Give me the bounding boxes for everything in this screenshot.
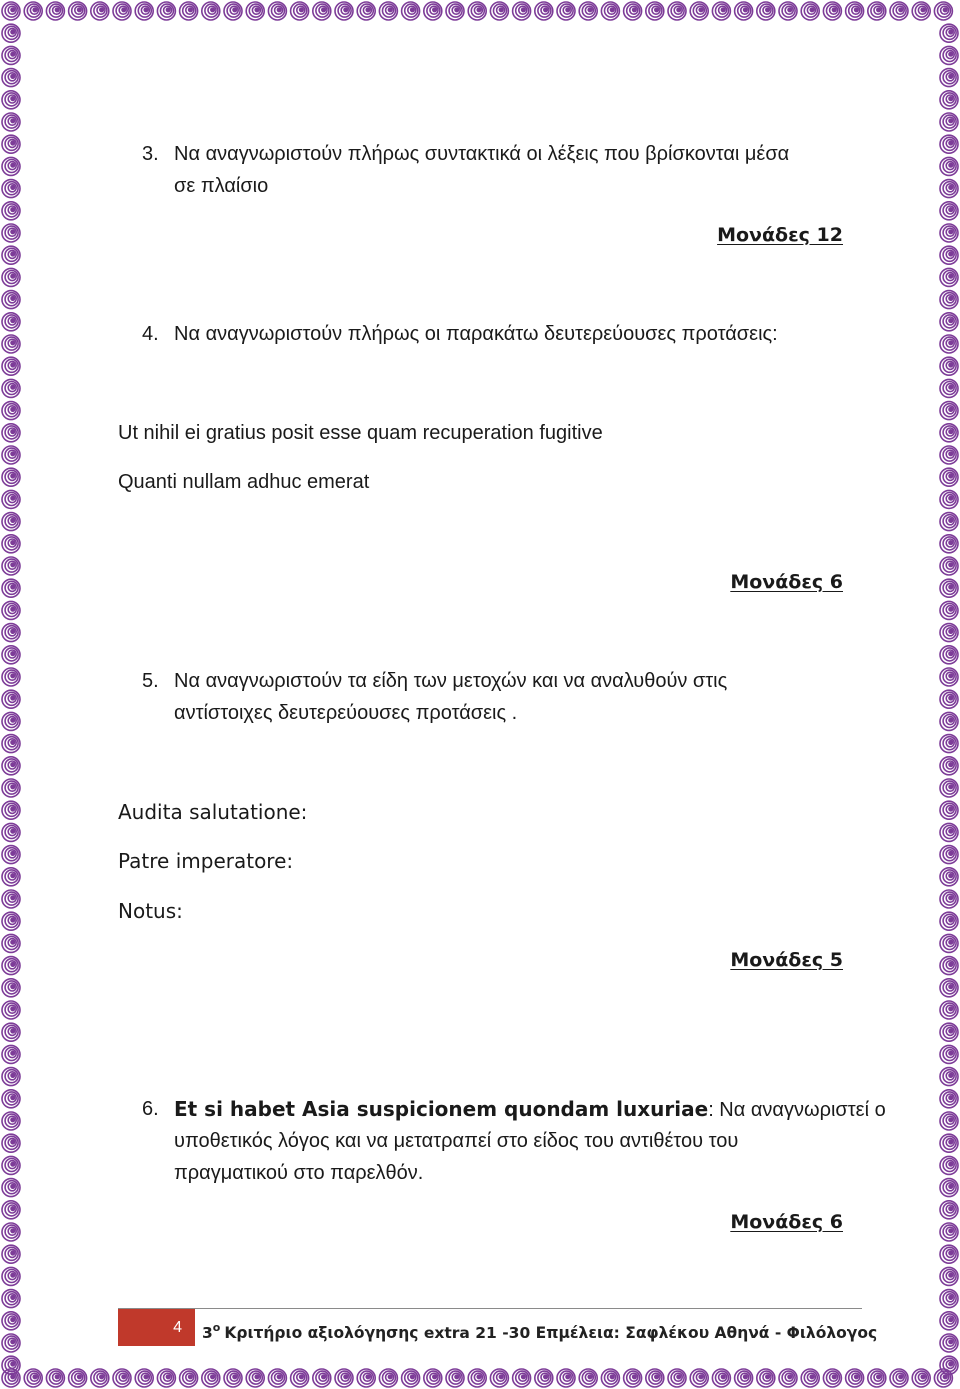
swirl-ornament <box>2 1201 20 1219</box>
swirl-ornament <box>868 1369 886 1387</box>
swirl-ornament <box>2 1068 20 1086</box>
question-text-line: Να αναγνωριστούν πλήρως συντακτικά οι λέξεις που βρίσκονται μέσα <box>174 143 790 165</box>
swirl-ornament <box>940 557 958 575</box>
swirl-ornament <box>46 2 64 20</box>
swirl-ornament <box>490 1369 508 1387</box>
question-text-rest: : Να αναγνωριστεί ο <box>708 1099 886 1121</box>
swirl-ornament <box>940 1090 958 1108</box>
swirl-ornament <box>2 46 20 64</box>
swirl-ornament <box>601 1369 619 1387</box>
swirl-ornament <box>940 1023 958 1041</box>
swirl-ornament <box>940 157 958 175</box>
swirl-ornament <box>940 868 958 886</box>
swirl-ornament <box>357 2 375 20</box>
swirl-ornament <box>2 1134 20 1152</box>
decorative-border-left <box>0 0 22 1389</box>
latin-phrase: Audita salutatione: <box>118 800 308 824</box>
question-text-line: Να αναγνωριστούν πλήρως οι παρακάτω δευτερεύουσες προτάσεις: <box>174 323 778 345</box>
swirl-ornament <box>2 535 20 553</box>
swirl-ornament <box>940 202 958 220</box>
swirl-ornament <box>940 1068 958 1086</box>
swirl-ornament <box>2 490 20 508</box>
swirl-ornament <box>940 934 958 952</box>
swirl-ornament <box>2 1023 20 1041</box>
question-text-line: πραγματικού στο παρελθόν. <box>174 1162 424 1184</box>
swirl-ornament <box>940 1201 958 1219</box>
swirl-ornament <box>2 1356 20 1374</box>
swirl-ornament <box>940 735 958 753</box>
swirl-ornament <box>2 268 20 286</box>
swirl-ornament <box>246 2 264 20</box>
swirl-ornament <box>940 823 958 841</box>
swirl-ornament <box>180 1369 198 1387</box>
swirl-ornament <box>557 2 575 20</box>
swirl-ornament <box>940 912 958 930</box>
swirl-ornament <box>940 535 958 553</box>
swirl-ornament <box>379 1369 397 1387</box>
swirl-ornament <box>2 624 20 642</box>
swirl-ornament <box>823 1369 841 1387</box>
swirl-ornament <box>601 2 619 20</box>
swirl-ornament <box>940 180 958 198</box>
swirl-ornament <box>690 1369 708 1387</box>
swirl-ornament <box>2 979 20 997</box>
question-number: 6. <box>142 1098 159 1120</box>
swirl-ornament <box>69 1369 87 1387</box>
swirl-ornament <box>2 1112 20 1130</box>
swirl-ornament <box>2 1334 20 1352</box>
swirl-ornament <box>2 313 20 331</box>
swirl-ornament <box>224 1369 242 1387</box>
question-text-line: υποθετικός λόγος και να μετατραπεί στο είδος του αντιθέτου του <box>174 1130 739 1152</box>
latin-phrase: Patre imperatore: <box>118 849 294 873</box>
swirl-ornament <box>2 69 20 87</box>
swirl-ornament <box>2 180 20 198</box>
swirl-ornament <box>868 2 886 20</box>
swirl-ornament <box>490 2 508 20</box>
swirl-ornament <box>2 668 20 686</box>
swirl-ornament <box>846 1369 864 1387</box>
swirl-ornament <box>2 957 20 975</box>
footer-title: Κριτήριο αξιολόγησης extra 21 -30 Επμέλεια: Σαφλέκου Αθηνά - Φιλόλογος <box>224 1324 878 1342</box>
swirl-ornament <box>940 1156 958 1174</box>
swirl-ornament <box>402 1369 420 1387</box>
swirl-ornament <box>2 823 20 841</box>
swirl-ornament <box>940 1179 958 1197</box>
swirl-ornament <box>24 2 42 20</box>
swirl-ornament <box>468 2 486 20</box>
swirl-ornament <box>535 2 553 20</box>
swirl-ornament <box>624 2 642 20</box>
swirl-ornament <box>940 490 958 508</box>
swirl-ornament <box>513 1369 531 1387</box>
swirl-ornament <box>2 601 20 619</box>
swirl-ornament <box>24 1369 42 1387</box>
latin-sentence: Quanti nullam adhuc emerat <box>118 471 370 493</box>
swirl-ornament <box>940 1001 958 1019</box>
question-text-line <box>174 1093 886 1126</box>
swirl-ornament <box>940 1356 958 1374</box>
question-number: 4. <box>142 323 159 345</box>
swirl-ornament <box>801 1369 819 1387</box>
swirl-ornament <box>940 957 958 975</box>
swirl-ornament <box>402 2 420 20</box>
swirl-ornament <box>113 2 131 20</box>
swirl-ornament <box>940 224 958 242</box>
swirl-ornament <box>940 46 958 64</box>
swirl-ornament <box>2 757 20 775</box>
question-text-line: Να αναγνωριστούν τα είδη των μετοχών και να αναλυθούν στις <box>174 670 728 692</box>
swirl-ornament <box>940 1334 958 1352</box>
question-text-line: σε πλαίσιο <box>174 175 269 197</box>
swirl-ornament <box>2 1045 20 1063</box>
swirl-ornament <box>940 779 958 797</box>
swirl-ornament <box>2 513 20 531</box>
swirl-ornament <box>246 1369 264 1387</box>
swirl-ornament <box>446 1369 464 1387</box>
swirl-ornament <box>940 979 958 997</box>
swirl-ornament <box>940 335 958 353</box>
swirl-ornament <box>379 2 397 20</box>
swirl-ornament <box>2 1001 20 1019</box>
swirl-ornament <box>668 2 686 20</box>
swirl-ornament <box>135 2 153 20</box>
swirl-ornament <box>940 24 958 42</box>
decorative-border-right <box>938 0 960 1389</box>
swirl-ornament <box>735 1369 753 1387</box>
swirl-ornament <box>2 890 20 908</box>
swirl-ornament <box>335 2 353 20</box>
footer-rule <box>118 1308 862 1309</box>
swirl-ornament <box>779 1369 797 1387</box>
swirl-ornament <box>313 1369 331 1387</box>
swirl-ornament <box>113 1369 131 1387</box>
marks-label: Μονάδες 5 <box>730 949 843 971</box>
swirl-ornament <box>2 579 20 597</box>
swirl-ornament <box>2 557 20 575</box>
swirl-ornament <box>2 157 20 175</box>
swirl-ornament <box>157 2 175 20</box>
swirl-ornament <box>180 2 198 20</box>
latin-bold-phrase: Et si habet Asia suspicionem quondam luxuriae <box>174 1097 709 1121</box>
footer-sup-digit: 3 <box>202 1324 213 1342</box>
swirl-ornament <box>940 379 958 397</box>
swirl-ornament <box>940 424 958 442</box>
swirl-ornament <box>940 357 958 375</box>
swirl-ornament <box>940 890 958 908</box>
swirl-ornament <box>2 224 20 242</box>
swirl-ornament <box>2 1156 20 1174</box>
swirl-ornament <box>2 868 20 886</box>
swirl-ornament <box>940 313 958 331</box>
swirl-ornament <box>313 2 331 20</box>
swirl-ornament <box>940 1290 958 1308</box>
swirl-ornament <box>2 846 20 864</box>
swirl-ornament <box>2 335 20 353</box>
swirl-ornament <box>940 601 958 619</box>
swirl-ornament <box>940 113 958 131</box>
swirl-ornament <box>940 1267 958 1285</box>
swirl-ornament <box>446 2 464 20</box>
swirl-ornament <box>268 2 286 20</box>
swirl-ornament <box>940 402 958 420</box>
swirl-ornament <box>735 2 753 20</box>
swirl-ornament <box>646 2 664 20</box>
swirl-ornament <box>890 2 908 20</box>
swirl-ornament <box>2 779 20 797</box>
swirl-ornament <box>646 1369 664 1387</box>
swirl-ornament <box>535 1369 553 1387</box>
swirl-ornament <box>46 1369 64 1387</box>
swirl-ornament <box>912 1369 930 1387</box>
decorative-border-top <box>0 0 960 22</box>
swirl-ornament <box>2 113 20 131</box>
swirl-ornament <box>712 2 730 20</box>
swirl-ornament <box>69 2 87 20</box>
swirl-ornament <box>2 1267 20 1285</box>
swirl-ornament <box>2 246 20 264</box>
swirl-ornament <box>668 1369 686 1387</box>
swirl-ornament <box>757 1369 775 1387</box>
swirl-ornament <box>940 468 958 486</box>
swirl-ornament <box>91 2 109 20</box>
swirl-ornament <box>202 2 220 20</box>
swirl-ornament <box>940 579 958 597</box>
swirl-ornament <box>940 1045 958 1063</box>
swirl-ornament <box>712 1369 730 1387</box>
swirl-ornament <box>940 1112 958 1130</box>
swirl-ornament <box>2 1290 20 1308</box>
swirl-ornament <box>579 1369 597 1387</box>
swirl-ornament <box>157 1369 175 1387</box>
swirl-ornament <box>823 2 841 20</box>
swirl-ornament <box>624 1369 642 1387</box>
swirl-ornament <box>2 202 20 220</box>
swirl-ornament <box>268 1369 286 1387</box>
swirl-ornament <box>940 668 958 686</box>
swirl-ornament <box>224 2 242 20</box>
latin-phrase: Notus: <box>118 899 183 923</box>
swirl-ornament <box>2 468 20 486</box>
swirl-ornament <box>2 91 20 109</box>
swirl-ornament <box>2 1312 20 1330</box>
swirl-ornament <box>468 1369 486 1387</box>
swirl-ornament <box>940 513 958 531</box>
swirl-ornament <box>335 1369 353 1387</box>
swirl-ornament <box>940 135 958 153</box>
swirl-ornament <box>291 2 309 20</box>
page-number: 4 <box>118 1309 195 1346</box>
swirl-ornament <box>557 1369 575 1387</box>
swirl-ornament <box>2 934 20 952</box>
swirl-ornament <box>940 712 958 730</box>
swirl-ornament <box>940 291 958 309</box>
swirl-ornament <box>846 2 864 20</box>
swirl-ornament <box>690 2 708 20</box>
swirl-ornament <box>2 424 20 442</box>
swirl-ornament <box>424 2 442 20</box>
question-number: 5. <box>142 670 159 692</box>
marks-label: Μονάδες 6 <box>730 1211 843 1233</box>
swirl-ornament <box>91 1369 109 1387</box>
marks-label: Μονάδες 6 <box>730 571 843 593</box>
question-text-line: αντίστοιχες δευτερεύουσες προτάσεις . <box>174 702 518 724</box>
swirl-ornament <box>357 1369 375 1387</box>
swirl-ornament <box>940 624 958 642</box>
swirl-ornament <box>757 2 775 20</box>
swirl-ornament <box>940 1223 958 1241</box>
swirl-ornament <box>291 1369 309 1387</box>
swirl-ornament <box>890 1369 908 1387</box>
swirl-ornament <box>779 2 797 20</box>
swirl-ornament <box>940 646 958 664</box>
footer-text <box>202 1316 877 1345</box>
swirl-ornament <box>940 246 958 264</box>
swirl-ornament <box>2 801 20 819</box>
swirl-ornament <box>801 2 819 20</box>
swirl-ornament <box>2 735 20 753</box>
swirl-ornament <box>940 1245 958 1263</box>
swirl-ornament <box>513 2 531 20</box>
swirl-ornament <box>940 846 958 864</box>
swirl-ornament <box>940 91 958 109</box>
swirl-ornament <box>2 24 20 42</box>
swirl-ornament <box>2 1090 20 1108</box>
swirl-ornament <box>940 1312 958 1330</box>
swirl-ornament <box>940 690 958 708</box>
swirl-ornament <box>2 1223 20 1241</box>
swirl-ornament <box>424 1369 442 1387</box>
swirl-ornament <box>202 1369 220 1387</box>
swirl-ornament <box>940 801 958 819</box>
swirl-ornament <box>2 690 20 708</box>
latin-sentence: Ut nihil ei gratius posit esse quam recuperation fugitive <box>118 422 603 444</box>
marks-label: Μονάδες 12 <box>717 224 843 246</box>
swirl-ornament <box>2 357 20 375</box>
swirl-ornament <box>2 1245 20 1263</box>
swirl-ornament <box>940 69 958 87</box>
swirl-ornament <box>912 2 930 20</box>
footer-superscript: ο <box>212 1321 221 1334</box>
swirl-ornament <box>2 646 20 664</box>
swirl-ornament <box>940 1134 958 1152</box>
swirl-ornament <box>2 291 20 309</box>
swirl-ornament <box>2 1179 20 1197</box>
swirl-ornament <box>940 268 958 286</box>
swirl-ornament <box>579 2 597 20</box>
swirl-ornament <box>2 446 20 464</box>
swirl-ornament <box>2 379 20 397</box>
swirl-ornament <box>2 402 20 420</box>
swirl-ornament <box>940 757 958 775</box>
swirl-ornament <box>2 912 20 930</box>
swirl-ornament <box>2 135 20 153</box>
decorative-border-bottom <box>0 1367 960 1389</box>
swirl-ornament <box>2 712 20 730</box>
swirl-ornament <box>135 1369 153 1387</box>
swirl-ornament <box>940 446 958 464</box>
question-number: 3. <box>142 143 159 165</box>
